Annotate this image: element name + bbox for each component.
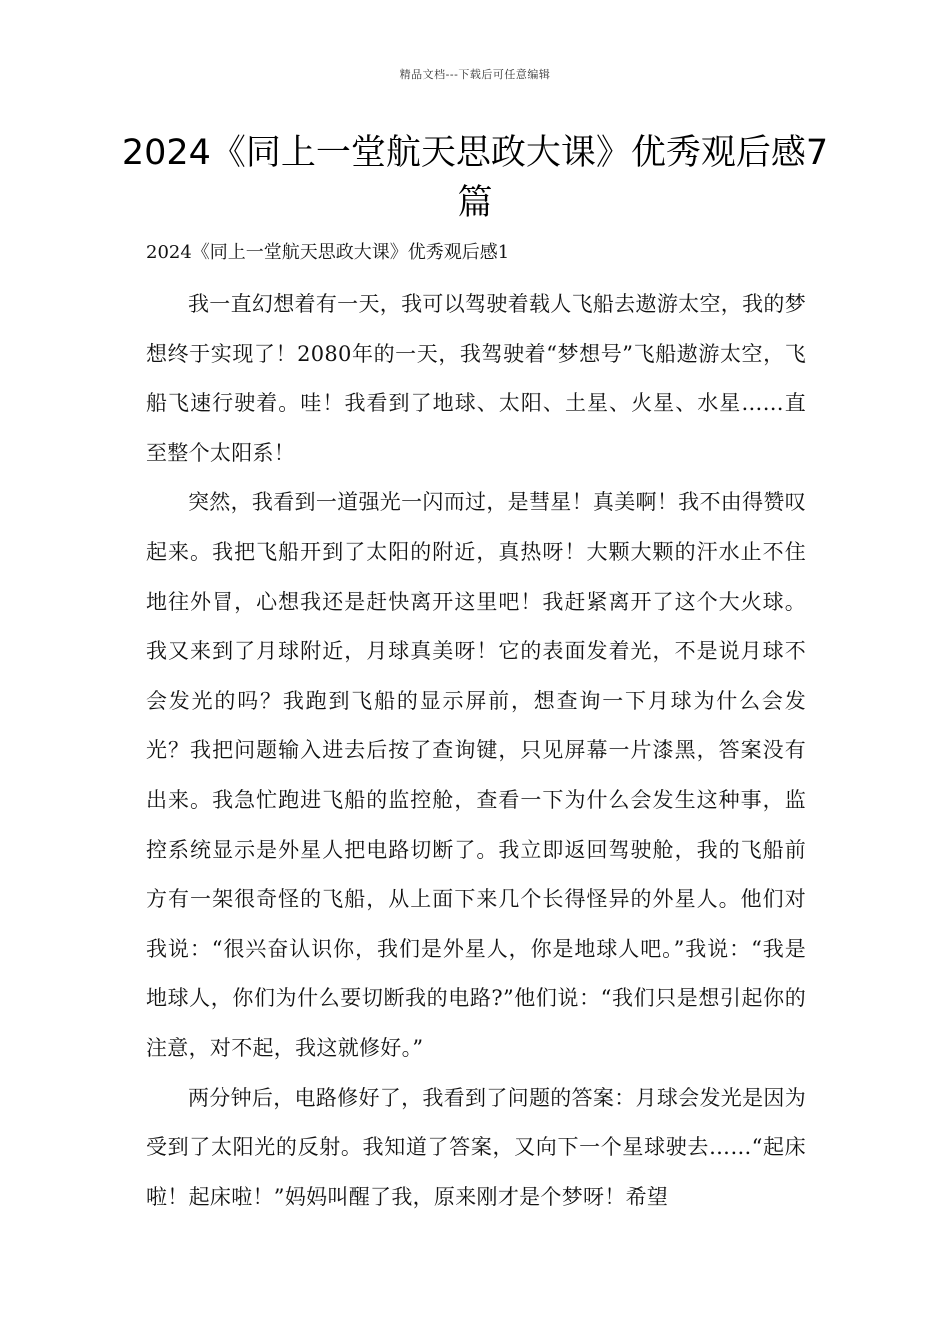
document-title: 2024《同上一堂航天思政大课》优秀观后感7篇: [121, 133, 829, 223]
paragraph: 突然，我看到一道强光一闪而过，是彗星！真美啊！我不由得赞叹起来。我把飞船开到了太阳的附近，真热呀！大颗大颗的汗水止不住地往外冒，心想我还是赶快离开这里吧！我赶紧离开了这个大火球。我又来到了月球附近，月球真美呀！它的表面发着光，不是说月球不会发光的吗？我跑到飞船的显示屏前，想查询一下月球为什么会发光？我把问题输入进去后按了查询键，只见屏幕一片漆黑，答案没有出来。我急忙跑进飞船的监控舱，查看一下为什么会发生这种事，监控系统显示是外星人把电路切断了。我立即返回驾驶舱，我的飞船前方有一架很奇怪的飞船，从上面下来几个长得怪异的外星人。他们对我说：“很兴奋认识你，我们是外星人，你是地球人吧。”我说：“我是地球人，你们为什么要切断我的电路?”他们说：“我们只是想引起你的注意，对不起，我这就修好。”: [146, 490, 806, 1060]
paragraph: 我一直幻想着有一天，我可以驾驶着载人飞船去遨游太空，我的梦想终于实现了！2080年的一天，我驾驶着“梦想号”飞船遨游太空，飞船飞速行驶着。哇！我看到了地球、太阳、土星、火星、水星……直至整个太阳系！: [146, 292, 806, 465]
header-note: 精品文档---下载后可任意编辑: [399, 68, 551, 81]
paragraph: 两分钟后，电路修好了，我看到了问题的答案：月球会发光是因为受到了太阳光的反射。我知道了答案，又向下一个星球驶去……“起床啦！起床啦！”妈妈叫醒了我，原来刚才是个梦呀！希望: [146, 1085, 806, 1209]
section-heading: 2024《同上一堂航天思政大课》优秀观后感1: [146, 242, 510, 263]
body-text: [146, 280, 806, 1222]
